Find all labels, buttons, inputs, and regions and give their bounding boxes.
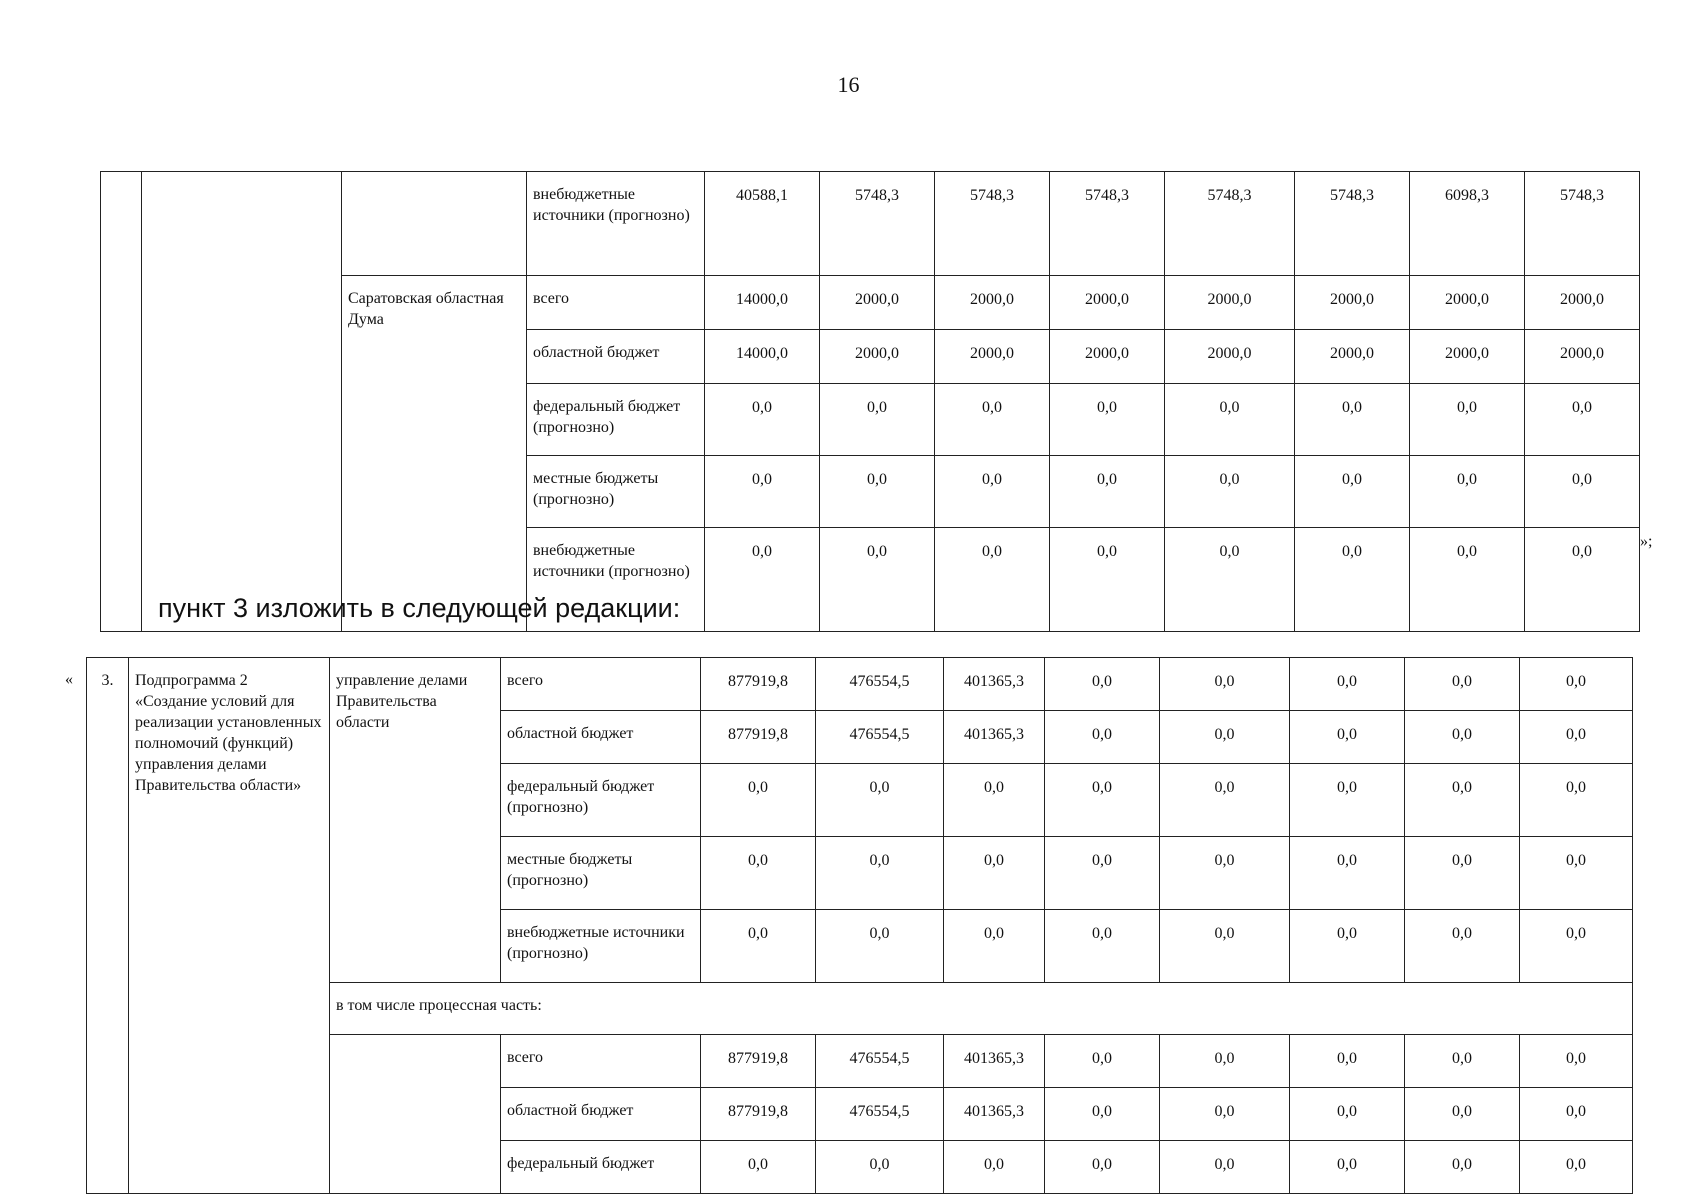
year-value: 0,0 (944, 910, 1045, 983)
total-value: 877919,8 (701, 658, 816, 711)
amendment-heading: пункт 3 изложить в следующей редакции: (158, 593, 681, 623)
year-value: 0,0 (1290, 837, 1405, 910)
year-value: 0,0 (1290, 1035, 1405, 1088)
year-value: 2000,0 (1050, 330, 1165, 384)
year-value: 0,0 (1290, 711, 1405, 764)
year-value: 0,0 (1410, 384, 1525, 456)
year-value: 0,0 (1050, 456, 1165, 528)
year-value: 0,0 (1520, 837, 1633, 910)
total-value: 877919,8 (701, 1088, 816, 1141)
year-value: 0,0 (1405, 1141, 1520, 1194)
total-value: 0,0 (705, 528, 820, 632)
year-value: 2000,0 (1410, 330, 1525, 384)
year-value: 5748,3 (1295, 172, 1410, 276)
year-value: 0,0 (1045, 837, 1160, 910)
source-label: федеральный бюджет (501, 1141, 701, 1194)
year-value: 0,0 (1160, 711, 1290, 764)
source-label: областной бюджет (501, 1088, 701, 1141)
source-label: местные бюджеты (прогнозно) (501, 837, 701, 910)
year-value: 2000,0 (820, 330, 935, 384)
year-value: 0,0 (1405, 764, 1520, 837)
year-value: 476554,5 (816, 658, 944, 711)
year-value: 0,0 (1525, 456, 1640, 528)
year-value: 0,0 (1405, 1035, 1520, 1088)
year-value: 476554,5 (816, 1035, 944, 1088)
year-value: 0,0 (1160, 658, 1290, 711)
total-value: 0,0 (705, 456, 820, 528)
year-value: 0,0 (1520, 711, 1633, 764)
year-value: 476554,5 (816, 1088, 944, 1141)
year-value: 2000,0 (1295, 330, 1410, 384)
year-value: 0,0 (944, 837, 1045, 910)
total-value: 40588,1 (705, 172, 820, 276)
year-value: 0,0 (1410, 456, 1525, 528)
year-value: 476554,5 (816, 711, 944, 764)
source-label: федеральный бюджет (прогнозно) (501, 764, 701, 837)
year-value: 0,0 (1410, 528, 1525, 632)
year-value: 0,0 (1050, 384, 1165, 456)
year-value: 5748,3 (1525, 172, 1640, 276)
year-value: 0,0 (820, 456, 935, 528)
total-value: 0,0 (701, 1141, 816, 1194)
year-value: 0,0 (1520, 1088, 1633, 1141)
year-value: 0,0 (1405, 711, 1520, 764)
funding-table-continued (100, 171, 1640, 632)
year-value: 0,0 (1520, 1141, 1633, 1194)
year-value: 401365,3 (944, 1035, 1045, 1088)
org-cell (330, 1035, 501, 1194)
source-label: всего (527, 276, 705, 330)
year-value: 0,0 (1045, 764, 1160, 837)
year-value: 2000,0 (1525, 330, 1640, 384)
year-value: 0,0 (1290, 1088, 1405, 1141)
year-value: 0,0 (1050, 528, 1165, 632)
year-value: 2000,0 (1165, 276, 1295, 330)
year-value: 2000,0 (1295, 276, 1410, 330)
year-value: 0,0 (935, 528, 1050, 632)
year-value: 0,0 (1160, 910, 1290, 983)
opening-quote: « (65, 671, 73, 688)
year-value: 5748,3 (820, 172, 935, 276)
total-value: 877919,8 (701, 711, 816, 764)
source-label: федеральный бюджет (прогнозно) (527, 384, 705, 456)
year-value: 0,0 (1045, 711, 1160, 764)
year-value: 401365,3 (944, 711, 1045, 764)
year-value: 0,0 (1045, 1035, 1160, 1088)
year-value: 2000,0 (935, 276, 1050, 330)
closing-quote: »; (1640, 533, 1653, 550)
year-value: 0,0 (1290, 1141, 1405, 1194)
org-cell: управление делами Правительства области (330, 658, 501, 983)
year-value: 2000,0 (1410, 276, 1525, 330)
year-value: 0,0 (1405, 910, 1520, 983)
year-value: 0,0 (816, 910, 944, 983)
year-value: 0,0 (1290, 658, 1405, 711)
year-value: 0,0 (1290, 764, 1405, 837)
year-value: 0,0 (1520, 910, 1633, 983)
number-cell (101, 172, 142, 632)
year-value: 0,0 (1045, 658, 1160, 711)
year-value: 0,0 (1295, 384, 1410, 456)
total-value: 877919,8 (701, 1035, 816, 1088)
total-value: 14000,0 (705, 330, 820, 384)
year-value: 0,0 (1165, 528, 1295, 632)
source-label: внебюджетные источники (прогнозно) (501, 910, 701, 983)
year-value: 5748,3 (935, 172, 1050, 276)
year-value: 0,0 (1520, 1035, 1633, 1088)
page-number: 16 (837, 72, 860, 97)
number-cell: 3. (87, 658, 129, 1194)
year-value: 401365,3 (944, 1088, 1045, 1141)
year-value: 5748,3 (1050, 172, 1165, 276)
source-label: всего (501, 658, 701, 711)
year-value: 2000,0 (935, 330, 1050, 384)
source-label: внебюджетные источники (прогнозно) (527, 172, 705, 276)
year-value: 2000,0 (1050, 276, 1165, 330)
year-value: 0,0 (1525, 384, 1640, 456)
source-label: областной бюджет (501, 711, 701, 764)
source-label: областной бюджет (527, 330, 705, 384)
year-value: 0,0 (1160, 1141, 1290, 1194)
year-value: 0,0 (1520, 764, 1633, 837)
org-cell: Саратовская областная Дума (342, 276, 527, 632)
year-value: 0,0 (1160, 1088, 1290, 1141)
year-value: 2000,0 (1165, 330, 1295, 384)
source-label: всего (501, 1035, 701, 1088)
year-value: 6098,3 (1410, 172, 1525, 276)
year-value: 2000,0 (820, 276, 935, 330)
source-label: местные бюджеты (прогнозно) (527, 456, 705, 528)
year-value: 0,0 (1045, 1088, 1160, 1141)
year-value: 0,0 (1165, 384, 1295, 456)
funding-table-subprogram-2 (86, 657, 1633, 1194)
process-part-label: в том числе процессная часть: (330, 983, 1633, 1035)
org-cell (342, 172, 527, 276)
year-value: 0,0 (816, 1141, 944, 1194)
year-value: 0,0 (944, 764, 1045, 837)
year-value: 0,0 (1405, 837, 1520, 910)
year-value: 0,0 (935, 456, 1050, 528)
year-value: 2000,0 (1525, 276, 1640, 330)
year-value: 0,0 (1165, 456, 1295, 528)
year-value: 0,0 (820, 384, 935, 456)
year-value: 0,0 (816, 837, 944, 910)
total-value: 0,0 (705, 384, 820, 456)
year-value: 0,0 (935, 384, 1050, 456)
year-value: 5748,3 (1165, 172, 1295, 276)
year-value: 0,0 (1160, 764, 1290, 837)
total-value: 0,0 (701, 837, 816, 910)
table-row (87, 658, 1633, 711)
subprogram-cell: Подпрограмма 2 «Создание условий для реализации установленных полномочий (функций) управления делами Правительства области» (129, 658, 330, 1194)
year-value: 0,0 (1045, 910, 1160, 983)
total-value: 14000,0 (705, 276, 820, 330)
year-value: 0,0 (816, 764, 944, 837)
year-value: 0,0 (1525, 528, 1640, 632)
year-value: 0,0 (1045, 1141, 1160, 1194)
year-value: 0,0 (944, 1141, 1045, 1194)
year-value: 0,0 (1160, 837, 1290, 910)
table-row (101, 172, 1640, 276)
year-value: 0,0 (1295, 456, 1410, 528)
year-value: 0,0 (1405, 658, 1520, 711)
year-value: 0,0 (1290, 910, 1405, 983)
total-value: 0,0 (701, 764, 816, 837)
total-value: 0,0 (701, 910, 816, 983)
year-value: 401365,3 (944, 658, 1045, 711)
year-value: 0,0 (1160, 1035, 1290, 1088)
year-value: 0,0 (820, 528, 935, 632)
year-value: 0,0 (1295, 528, 1410, 632)
subprogram-cell (142, 172, 342, 632)
year-value: 0,0 (1520, 658, 1633, 711)
year-value: 0,0 (1405, 1088, 1520, 1141)
source-label: внебюджетные источники (прогнозно) (527, 528, 705, 632)
